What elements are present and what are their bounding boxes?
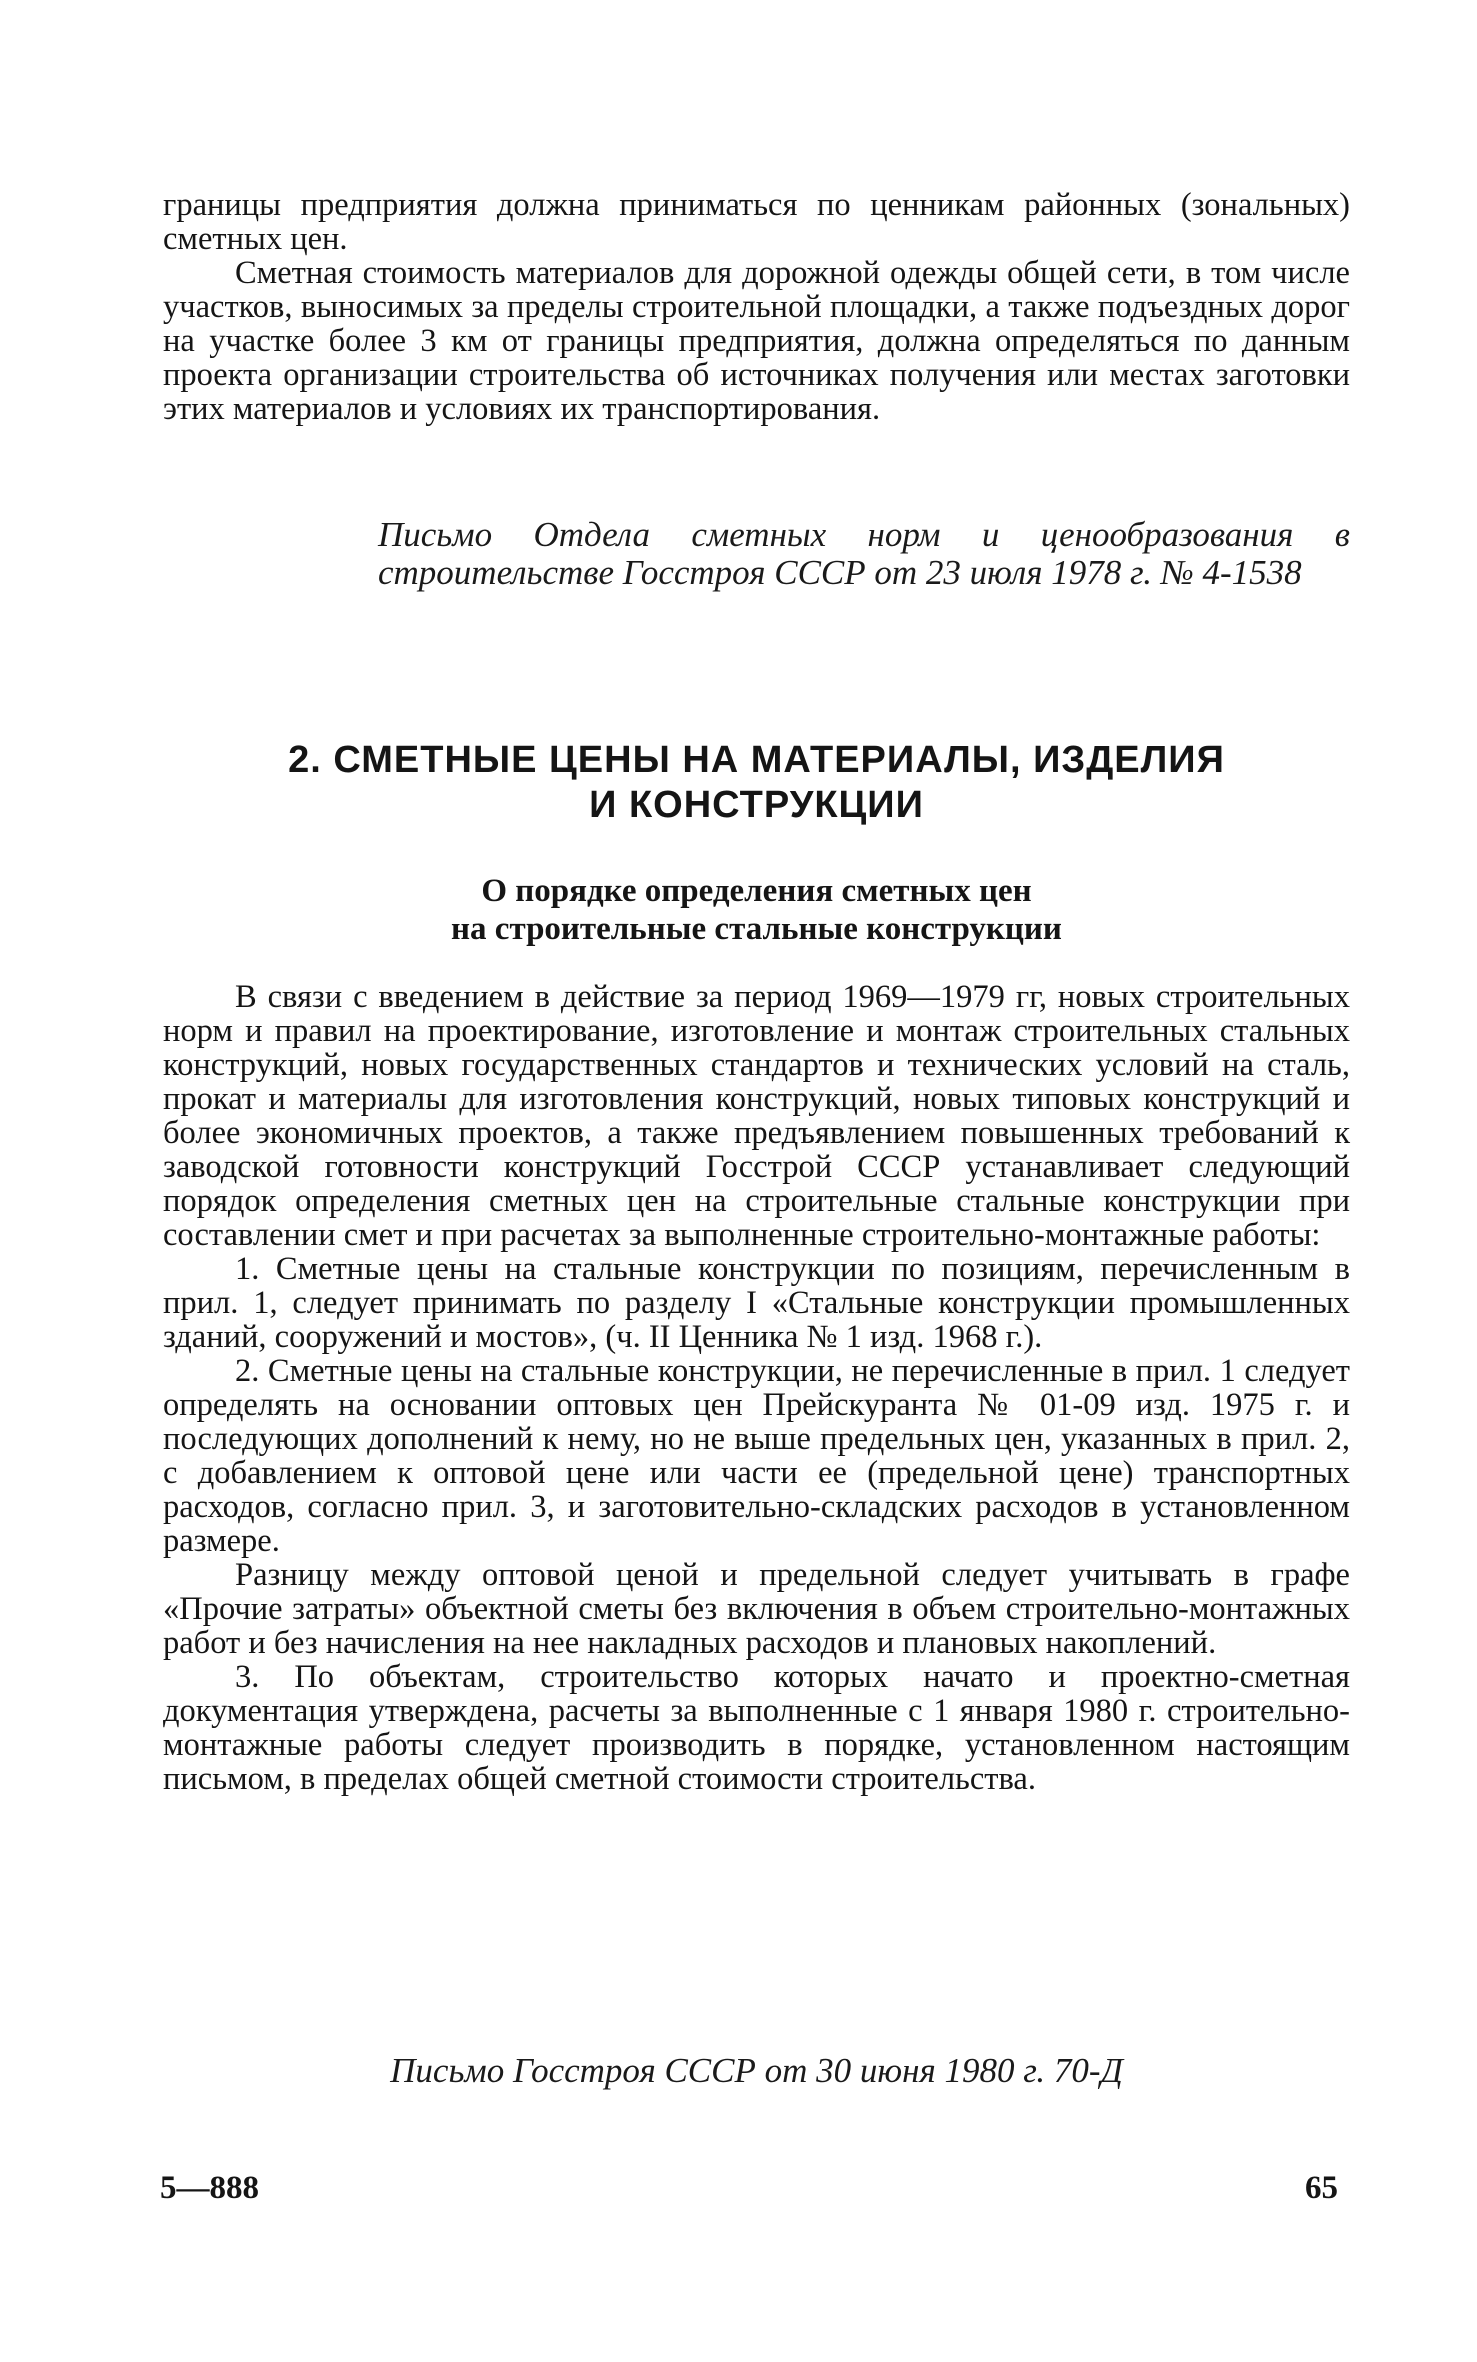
body-paragraph-intro: В связи с введением в действие за период 1969—1979 гг, новых строительных норм и правил на проектирование, изготовление и монтаж строительных стальных конструкций, новых государственных стандартов и технических условий на сталь, прокат и материалы для изготовления конструкций, новых типовых конструкций и более экономичных проектов, а также предъявлением повышенных требований к заводской готовности конструкций Госстрой СССР устанавливает следующий порядок определения сметных цен на строительные стальные конструкции при составлении смет и при расчетах за выполненные строительно-монтажные работы: bbox=[163, 979, 1350, 1253]
section-title-line-1: 2. СМЕТНЫЕ ЦЕНЫ НА МАТЕРИАЛЫ, ИЗДЕЛИЯ bbox=[288, 739, 1225, 781]
body-paragraph-difference: Разницу между оптовой ценой и предельной следует учитывать в графе «Прочие затраты» объектной сметы без включения в объем строительно-монтажных работ и без начисления на нее накладных расходов и плановых накоплений. bbox=[163, 1557, 1350, 1661]
citation-letter-1980: Письмо Госстроя СССР от 30 июня 1980 г. 70-Д bbox=[390, 2051, 1123, 2090]
section-title-line-2: И КОНСТРУКЦИИ bbox=[589, 784, 924, 826]
body-paragraph-item-1: 1. Сметные цены на стальные конструкции по позициям, перечисленным в прил. 1, следует принимать по разделу I «Стальные конструкции промышленных зданий, сооружений и мостов», (ч. II Ценника № 1 изд. 1968 г.). bbox=[163, 1251, 1350, 1355]
signature-mark: 5—888 bbox=[160, 2170, 259, 2206]
subsection-title bbox=[163, 872, 1350, 948]
subsection-title-line-2: на строительные стальные конструкции bbox=[451, 911, 1062, 947]
section-title bbox=[163, 738, 1350, 828]
page-number: 65 bbox=[1305, 2170, 1338, 2206]
intro-paragraph-2: Сметная стоимость материалов для дорожной одежды общей сети, в том числе участков, выносимых за пределы строительной площадки, а также подъездных дорог на участке более 3 км от границы предприятия, должна определяться по данным проекта организации строительства об источниках получения или местах заготовки этих материалов и условиях их транспортирования. bbox=[163, 255, 1350, 427]
subsection-title-line-1: О порядке определения сметных цен bbox=[481, 873, 1032, 909]
main-text bbox=[163, 980, 1350, 1796]
citation-letter-1978: Письмо Отдела сметных норм и ценообразования в строительстве Госстроя СССР от 23 июля 1978 г. № 4-1538 bbox=[378, 515, 1350, 592]
body-paragraph-item-2: 2. Сметные цены на стальные конструкции, не перечисленные в прил. 1 следует определять на основании оптовых цен Прейскуранта № 01-09 изд. 1975 г. и последующих дополнений к нему, но не выше предельных цен, указанных в прил. 2, с добавлением к оптовой цене или части ее (предельной цене) транспортных расходов, согласно прил. 3, и заготовительно-складских расходов в установленном размере. bbox=[163, 1353, 1350, 1559]
body-paragraph-item-3: 3. По объектам, строительство которых начато и проектно-сметная документация утверждена, расчеты за выполненные с 1 января 1980 г. строительно-монтажные работы следует производить в порядке, установленном настоящим письмом, в пределах общей сметной стоимости строительства. bbox=[163, 1659, 1350, 1797]
intro-paragraph-1: границы предприятия должна приниматься по ценникам районных (зональных) сметных цен. bbox=[163, 187, 1350, 257]
intro-text bbox=[163, 188, 1350, 426]
